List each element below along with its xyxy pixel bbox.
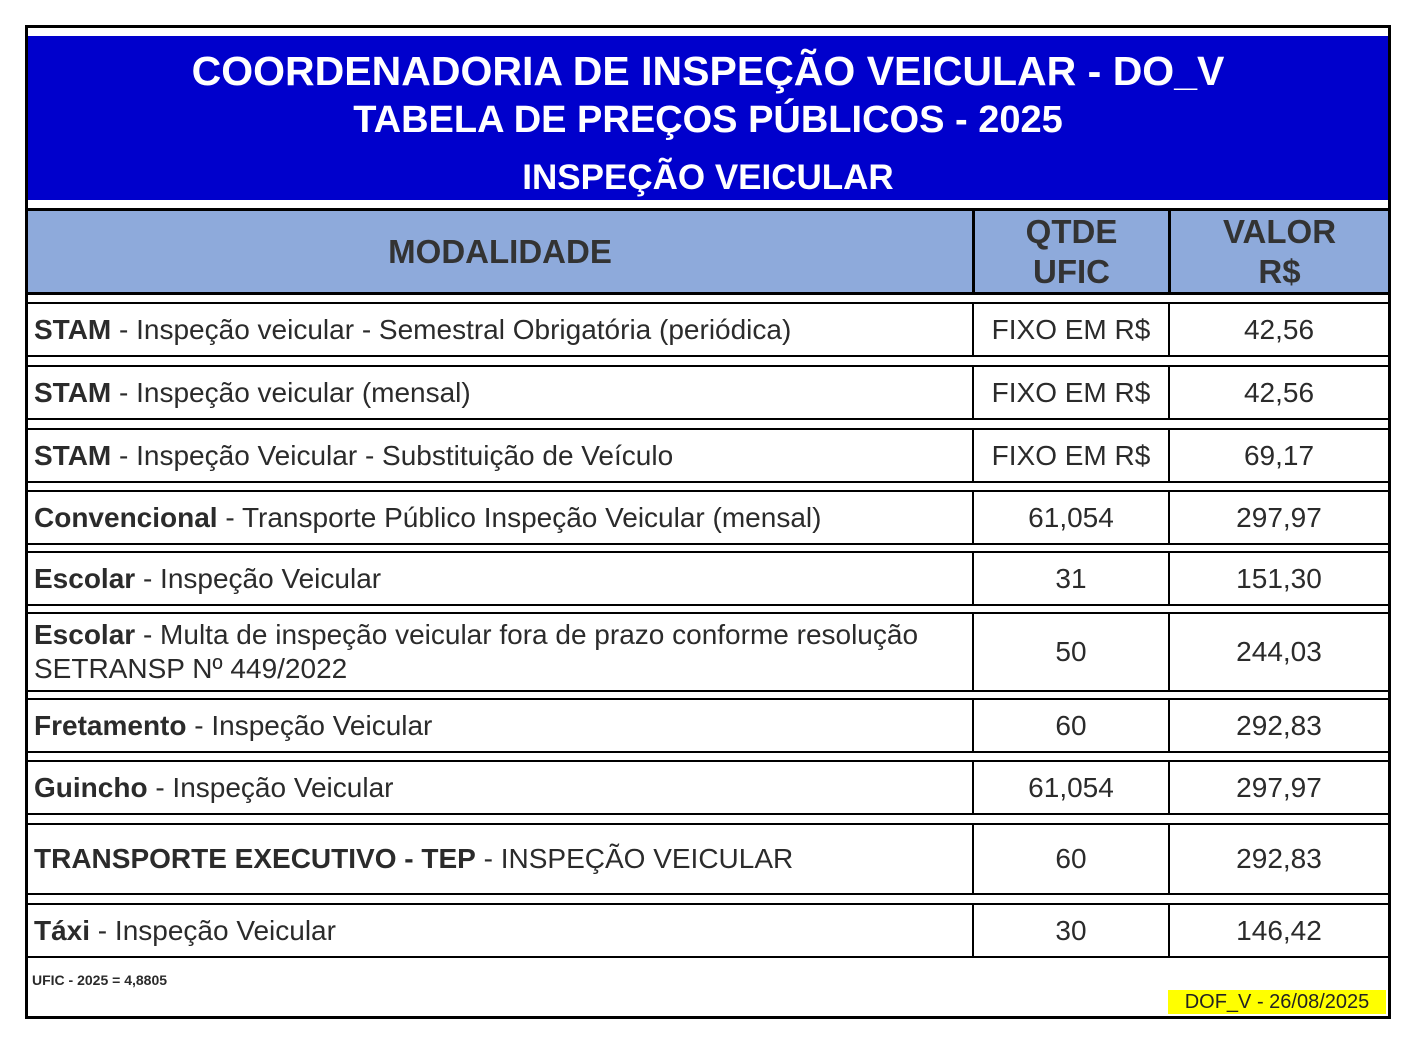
row-modalidade: [34, 762, 968, 813]
row-modalidade: [34, 614, 968, 690]
table-row: [28, 490, 1388, 545]
table-row: [28, 760, 1388, 815]
title-line-3: INSPEÇÃO VEICULAR: [522, 158, 894, 197]
row-bold-label: Táxi: [34, 914, 91, 946]
row-modalidade: [34, 825, 968, 893]
row-valor: 151,30: [1168, 553, 1388, 604]
row-bold-label: Guincho: [34, 771, 148, 803]
table-row: [28, 612, 1388, 692]
row-valor: 292,83: [1168, 825, 1388, 893]
ufic-footnote: UFIC - 2025 = 4,8805: [32, 972, 168, 988]
row-valor: 292,83: [1168, 700, 1388, 751]
row-bold-label: STAM: [34, 376, 112, 408]
table-row: [28, 302, 1388, 357]
row-modalidade: [34, 905, 968, 956]
header-qtde-line1: QTDE: [1025, 212, 1118, 250]
row-qtde: 61,054: [972, 762, 1168, 813]
title-line-2: TABELA DE PREÇOS PÚBLICOS - 2025: [353, 99, 1063, 141]
row-description: - Inspeção Veicular: [135, 562, 382, 594]
header-qtde: [972, 211, 1168, 292]
row-description: - Inspeção Veicular: [147, 771, 394, 803]
row-description: - Inspeção Veicular: [90, 914, 336, 946]
row-qtde: FIXO EM R$: [972, 430, 1168, 481]
header-valor-line2: R$: [1258, 252, 1301, 290]
row-bold-label: TRANSPORTE EXECUTIVO - TEP: [34, 843, 476, 874]
row-qtde: 60: [972, 825, 1168, 893]
row-qtde: 30: [972, 905, 1168, 956]
row-bold-label: Fretamento: [34, 709, 187, 741]
table-row: [28, 823, 1388, 895]
date-stamp: DOF_V - 26/08/2025: [1168, 990, 1386, 1014]
row-description: - Multa de inspeção veicular fora de prazo conforme resolução SETRANSP Nº 449/2022: [34, 619, 919, 684]
row-qtde: 60: [972, 700, 1168, 751]
row-modalidade: [34, 492, 968, 543]
row-valor: 69,17: [1168, 430, 1388, 481]
row-description: - Inspeção veicular - Semestral Obrigatória (periódica): [111, 313, 792, 345]
row-description: - Inspeção Veicular: [186, 709, 433, 741]
row-valor: 244,03: [1168, 614, 1388, 690]
row-valor: 297,97: [1168, 492, 1388, 543]
title-banner: [28, 36, 1388, 200]
row-valor: 42,56: [1168, 367, 1388, 418]
table-row: [28, 365, 1388, 420]
row-modalidade: [34, 367, 968, 418]
table-row: [28, 551, 1388, 606]
price-table-sheet: [25, 25, 1391, 1019]
header-valor-line1: VALOR: [1222, 212, 1337, 250]
table-header: [28, 208, 1388, 295]
table-row: [28, 903, 1388, 958]
row-description: - Inspeção Veicular - Substituição de Veículo: [111, 439, 674, 471]
header-modalidade: MODALIDADE: [388, 232, 612, 270]
row-valor: 42,56: [1168, 304, 1388, 355]
row-bold-label: STAM: [34, 313, 112, 345]
table-row: [28, 428, 1388, 483]
row-qtde: 31: [972, 553, 1168, 604]
row-modalidade: [34, 304, 968, 355]
row-bold-label: Convencional: [34, 501, 218, 533]
row-description: - Transporte Público Inspeção Veicular (mensal): [217, 501, 822, 533]
header-valor: [1168, 211, 1388, 292]
header-qtde-line2: UFIC: [1032, 252, 1110, 290]
row-qtde: FIXO EM R$: [972, 367, 1168, 418]
row-qtde: 50: [972, 614, 1168, 690]
row-valor: 297,97: [1168, 762, 1388, 813]
row-qtde: 61,054: [972, 492, 1168, 543]
row-modalidade: [34, 700, 968, 751]
row-modalidade: [34, 553, 968, 604]
row-qtde: FIXO EM R$: [972, 304, 1168, 355]
row-description: - Inspeção veicular (mensal): [111, 376, 471, 408]
title-line-1: COORDENADORIA DE INSPEÇÃO VEICULAR - DO_V: [191, 48, 1225, 94]
table-row: [28, 698, 1388, 753]
row-bold-label: Escolar: [34, 619, 136, 650]
row-bold-label: Escolar: [34, 562, 136, 594]
row-description: - INSPEÇÃO VEICULAR: [475, 843, 794, 874]
row-valor: 146,42: [1168, 905, 1388, 956]
row-bold-label: STAM: [34, 439, 112, 471]
row-modalidade: [34, 430, 968, 481]
